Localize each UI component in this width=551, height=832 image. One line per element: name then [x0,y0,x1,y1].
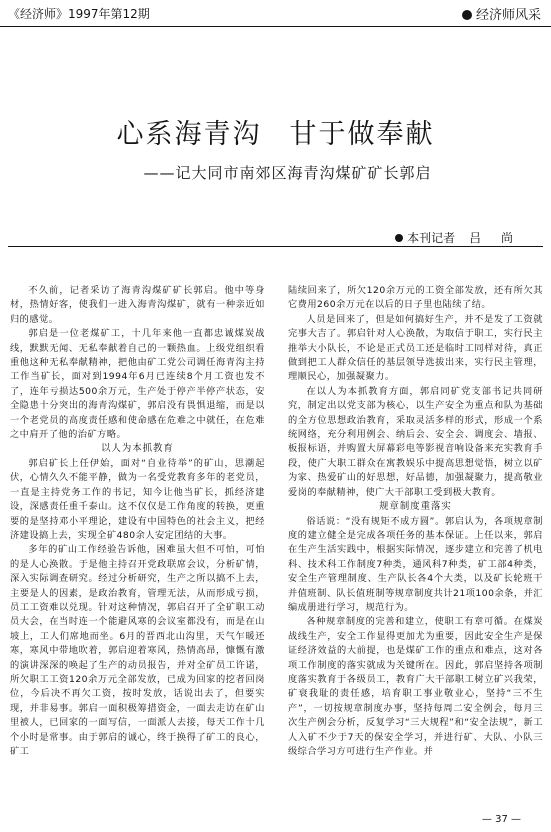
header-rule [0,26,551,27]
paragraph: 郭启矿长上任伊始，面对“自业待举”的矿山，思潮起伏，心情久久不能平静，做为一名受党教育多年的老党员，一直是主持党务工作的书记，知今让他当矿长，抓经济建设，深感责任重千泰山。这不仅仅是工作角度的转换，更重要的是坚持邓小平理论，建设有中国特色的社会主义，把经济建设搞上去，实现全矿480余人安定团结的大事。 [10,457,265,541]
page-number: — 37 — [481,814,521,825]
byline-label: 本刊记者 [407,231,456,245]
title-part-2: 甘于做奉献 [289,119,435,150]
column-name [462,4,541,23]
bullet-icon [395,234,403,242]
bullet-icon [462,10,472,20]
body-column-left [10,284,265,759]
article-subtitle: ——记大同市南郊区海青沟煤矿矿长郭启 [143,164,432,182]
paragraph: 在以人为本抓教育方面，郭启同矿党支部书记共同研究，制定出以党支部为核心，以生产安全为重点和队为基础的全方位思想政治教育，采取灵活多样的形式，形成一个系统网络，充分利用例会、纳后会、安全会、调度会、墙报、板报标语，并购置大屏幕彩电等影视音响设备来充实教育手段，使广大职工群众在寓教娱乐中提高思想觉悟，树立以矿为家、热爱矿山的好思想，好品德，加强凝聚力，提高敬业爱岗的奉献精神，使广大干部职工受到极大教育。 [288,385,543,498]
paragraph: 多年的矿山工作经验告诉他，困难虽大但不可怕，可怕的是人心涣散。于是他主持召开党政联席会议，分析矿情，深入实际调查研究。经过分析研究，生产之所以搞不上去，主要是人的因素，是政治教育，管理无法，从而形成亏损，员工工资难以兑现。针对这种情况，郭启召开了全矿职工动员大会，在当时连一个能避风寒的会议室都没有，而是在山坡上，工人们席地而坐。6月的晋西北山沟里，天气乍暖还寒，寒风中带地吹着，郭启迎着寒风，热情高昂，慷慨有激的演讲深深的唤起了生产的动员报告，并对全矿员工许诺，所欠职工工资120余万元全部发放，已成为回家的挖者回岗位，今后决不再欠工资，按时发放，话说出去了，但要实现，并非易事。郭启一面积极筹措资金，一面去走访在矿山里被人，已回家的一面写信，一面派人去接，每天工作十几个小时是常事。由于郭启的诚心，终于换得了矿工的良心，矿工 [10,544,265,757]
paragraph: 陆续回来了，所欠120余万元的工资全部发放，还有所欠其它费用260余万元在以后的日子里也陆续了结。 [288,285,543,311]
author-name: 吕 尚 [469,231,521,245]
byline-rule [8,246,543,247]
paragraph: 不久前，记者采访了海青沟煤矿矿长郭启。他中等身材，热情好客，使我们一进入海青沟煤矿，就有一种亲近如归的感觉。 [10,285,265,325]
byline [395,229,521,246]
article-title [0,112,551,151]
title-part-1: 心系海青沟 [116,119,262,150]
section-heading: 以人为本抓教育 [101,443,174,455]
running-header [0,0,551,28]
paragraph: 俗话说：“没有规矩不成方圆”。郭启认为，各项规章制度的建立健全是完成各项任务的基本保证。上任以来，郭启在生产生活实践中，根据实际情况，逐步建立和完善了机电科、技术科工作制度7种类，通风科7种类，矿工部4种类，安全生产管理制度、生产队长各4个大类，以及矿长轮班干并值班制、队长值班制等规章制度共计21项100余条，并汇编成册进行学习，规范行为。 [288,515,543,613]
journal-issue: 《经济师》1997年第12期 [8,7,150,21]
body-column-right [288,284,543,759]
paragraph: 郭启是一位老煤矿工，十几年来他一直都忠诚煤炭战线，默默无闻、无私奉献着自己的一颗热血。上级党组织看重他这种无私奉献精神，把他由矿工党公司调任海青沟主持工作当矿长，面对到1994年6月已连续8个月工资也发不了，连年亏损达500余万元，生产处于停产半停产状态，安全隐患十分突出的海青沟煤矿，郭启没有畏惧退缩，而是以一个老党员的高度责任感和使命感在危难之中就任，在危难之中肩开了他的治矿方略。 [10,328,265,441]
column-label: 经济师风采 [475,8,541,23]
paragraph: 各种规章制度的完善和建立，使职工有章可循。在煤炭战线生产，安全工作显得更加尤为重要，因此安全生产是保证经济效益的大前提，也是煤矿工作的重点和难点，这对各项工作制度的落实就成为关键所在。因此，郭启坚持各项制度落实教育于各级员工，教育广大干部职工树立矿兴我荣，矿衰我耻的责任感，培育职工事业敬业心，坚持“三不生产”，一切按规章制度办事，坚持每周二安全例会，每月三次生产例会分析，反复学习“三大规程”和“安全法规”，新工人入矿不少于7天的保安全学习，并进行矿、大队、小队三级综合学习方可进行生产作业。并 [288,616,543,757]
section-heading: 规章制度重落实 [379,501,452,513]
paragraph: 人员是回来了，但是如何搞好生产，并不是发了工资就完事大吉了。郭启针对人心涣散，为取信于职工，实行民主推举大小队长，不论是正式员工还是临时工同样对待，真正做到把工人群众信任的基层领导选拔出来，实行民主管理，理顺民心，加强凝聚力。 [288,313,543,383]
